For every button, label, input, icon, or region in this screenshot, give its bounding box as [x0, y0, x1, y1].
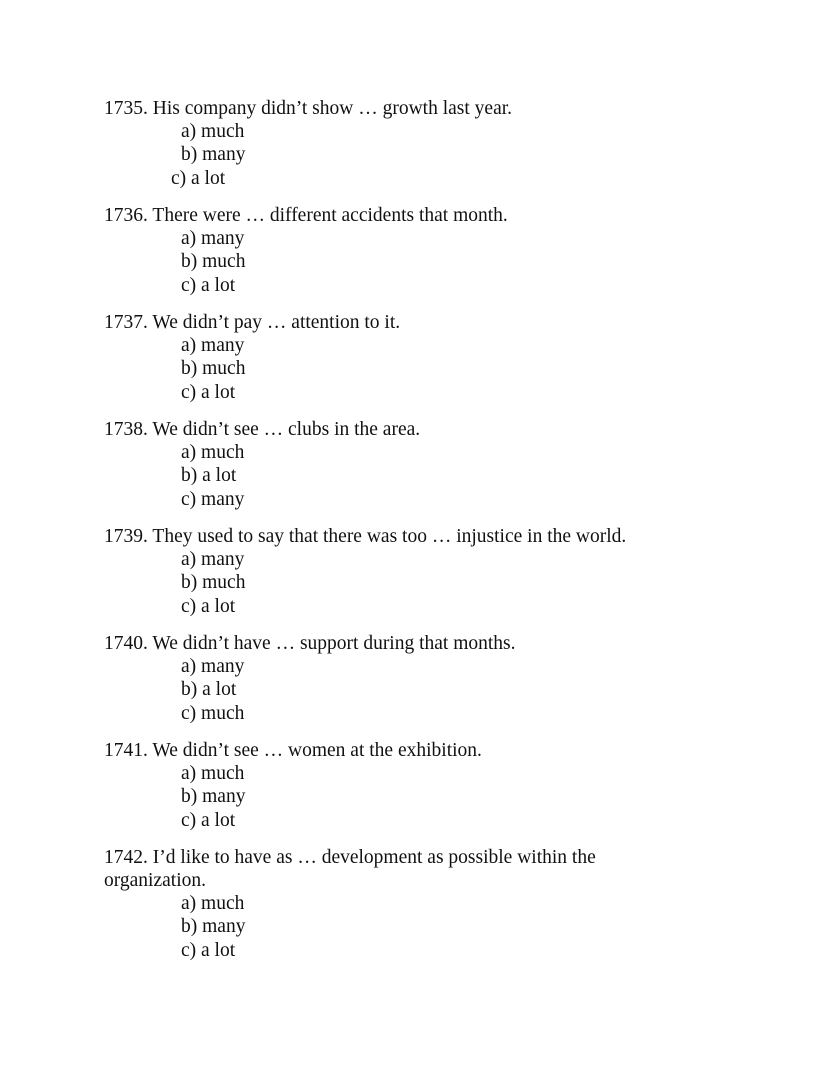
question-1740: [104, 632, 704, 725]
question-stem: We didn’t have … support during that months.: [152, 633, 516, 654]
option-b: b) much: [181, 358, 246, 380]
question-stem: We didn’t see … women at the exhibition.: [152, 740, 482, 761]
question-text: [104, 846, 644, 892]
option-a: a) much: [181, 442, 245, 463]
question-stem: They used to say that there was too … injustice in the world.: [152, 526, 627, 547]
option-a: a) much: [181, 893, 245, 914]
question-number: 1736.: [104, 205, 148, 226]
question-number: 1735.: [104, 98, 148, 119]
option-b: b) many: [181, 786, 246, 808]
question-number: 1742.: [104, 847, 148, 868]
question-number: 1737.: [104, 312, 148, 333]
question-stem: We didn’t pay … attention to it.: [152, 312, 401, 333]
question-stem: His company didn’t show … growth last year.: [152, 98, 513, 119]
option-b: b) many: [181, 916, 246, 938]
option-a: a) many: [181, 335, 245, 356]
question-stem: I’d like to have as … development as possible within the organization.: [104, 847, 601, 891]
question-1736: [104, 204, 704, 297]
answer-options: [104, 762, 704, 832]
option-b: b) many: [181, 144, 246, 166]
option-a: a) much: [181, 121, 245, 142]
question-text: [104, 525, 704, 548]
question-1735: [104, 97, 704, 190]
answer-options: [104, 655, 704, 725]
answer-options: [104, 227, 704, 297]
answer-options: [104, 120, 704, 190]
option-c: c) a lot: [181, 595, 236, 617]
answer-options: [104, 892, 644, 962]
question-stem: We didn’t see … clubs in the area.: [152, 419, 421, 440]
option-a: a) much: [181, 763, 245, 784]
option-b: b) a lot: [181, 679, 237, 701]
option-c: c) many: [181, 488, 245, 510]
question-number: 1738.: [104, 419, 148, 440]
option-b: b) much: [181, 572, 246, 594]
question-1742: [104, 846, 644, 962]
question-text: [104, 418, 704, 441]
option-c: c) a lot: [181, 381, 236, 403]
question-number: 1740.: [104, 633, 148, 654]
question-text: [104, 632, 704, 655]
answer-options: [104, 441, 704, 511]
question-number: 1741.: [104, 740, 148, 761]
question-stem: There were … different accidents that month.: [152, 205, 508, 226]
question-1739: [104, 525, 704, 618]
option-b: b) much: [181, 251, 246, 273]
option-a: a) many: [181, 549, 245, 570]
option-c: c) a lot: [181, 939, 236, 961]
option-a: a) many: [181, 228, 245, 249]
option-c: c) a lot: [171, 167, 226, 189]
question-1737: [104, 311, 704, 404]
question-1738: [104, 418, 704, 511]
answer-options: [104, 548, 704, 618]
question-number: 1739.: [104, 526, 148, 547]
option-c: c) a lot: [181, 809, 236, 831]
option-a: a) many: [181, 656, 245, 677]
question-1741: [104, 739, 704, 832]
question-text: [104, 739, 704, 762]
option-c: c) a lot: [181, 274, 236, 296]
question-text: [104, 204, 704, 227]
question-text: [104, 97, 704, 120]
question-text: [104, 311, 704, 334]
answer-options: [104, 334, 704, 404]
option-c: c) much: [181, 702, 245, 724]
option-b: b) a lot: [181, 465, 237, 487]
